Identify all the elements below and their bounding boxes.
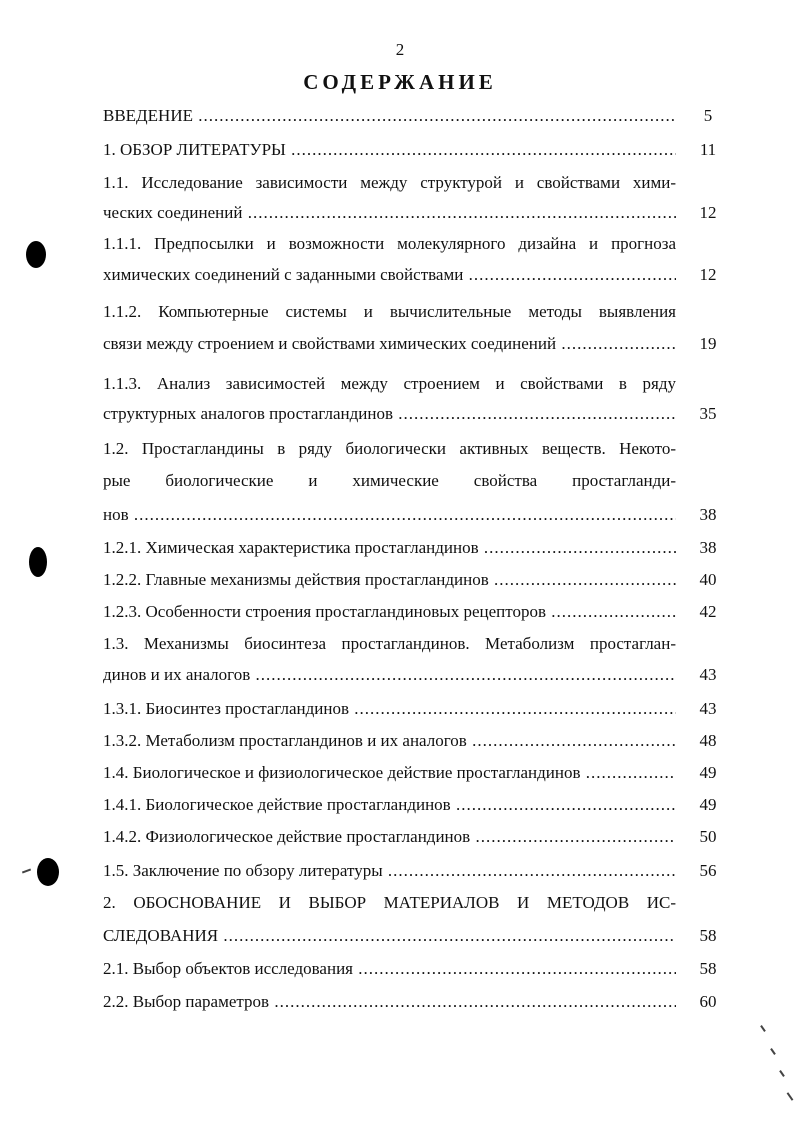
toc-entry-line <box>103 991 676 1013</box>
toc-page-number: 38 <box>699 538 717 557</box>
toc-entry-text: 1.3.2. Метаболизм простагландинов и их аналогов ..... <box>103 731 676 750</box>
toc-page-number: 35 <box>699 404 717 423</box>
toc-page-number: 43 <box>699 665 717 684</box>
toc-entry-line <box>103 892 676 914</box>
toc-page-number: 58 <box>699 926 717 945</box>
toc-page-number: 49 <box>699 795 717 814</box>
toc-entry-line <box>103 762 676 784</box>
toc-entry-line <box>103 172 676 194</box>
toc-page-number: 38 <box>699 505 717 524</box>
toc-page-number: 42 <box>699 602 717 621</box>
punch-hole-top <box>26 241 46 268</box>
toc-entry-text: 1.1.2. Компьютерные системы и вычислительные методы выявления <box>103 302 676 321</box>
toc-entry-text: 1.4.2. Физиологическое действие простагландинов ..... <box>103 827 676 846</box>
toc-entry-line <box>103 633 676 655</box>
toc-entry-text: 1.2.1. Химическая характеристика простагландинов ..... <box>103 538 676 557</box>
toc-entry-text: 1.1. Исследование зависимости между структурой и свойствами хими- <box>103 173 676 192</box>
toc-page-number: 5 <box>703 106 713 125</box>
toc-page-number: 43 <box>699 699 717 718</box>
toc-entry-text: 2. ОБОСНОВАНИЕ И ВЫБОР МАТЕРИАЛОВ И МЕТОДОВ ИС- <box>103 893 676 912</box>
toc-entry-text: 2.2. Выбор параметров ..... <box>103 992 676 1011</box>
toc-entry-line <box>103 601 676 623</box>
toc-entry-line <box>103 569 676 591</box>
toc-entry-line <box>103 202 676 224</box>
toc-entry-text: 1.4.1. Биологическое действие простагландинов ..... <box>103 795 676 814</box>
toc-entry-text: структурных аналогов простагландинов ..... <box>103 404 676 423</box>
toc-entry-text: 1.2.2. Главные механизмы действия простагландинов ..... <box>103 570 676 589</box>
toc-page-number: 40 <box>699 570 717 589</box>
toc-entry-text: химических соединений с заданными свойствами ..... <box>103 265 676 284</box>
punch-hole-middle <box>29 547 47 577</box>
toc-entry-line <box>103 264 676 286</box>
toc-page-number: 12 <box>699 203 717 222</box>
toc-entry-line <box>103 860 676 882</box>
toc-page-number: 19 <box>699 334 717 353</box>
toc-entry-line <box>103 925 676 947</box>
toc-entry-text: 1.5. Заключение по обзору литературы ..... <box>103 861 676 880</box>
toc-entry-text: 1.1.1. Предпосылки и возможности молекулярного дизайна и прогноза <box>103 234 676 253</box>
toc-entry-text: динов и их аналогов ..... <box>103 665 676 684</box>
toc-page-number: 60 <box>699 992 717 1011</box>
toc-entry-line <box>103 664 676 686</box>
toc-page-number: 56 <box>699 861 717 880</box>
toc-entry-line <box>103 233 676 255</box>
toc-entry-line <box>103 698 676 720</box>
toc-entry-line <box>103 730 676 752</box>
toc-page-number: 12 <box>699 265 717 284</box>
toc-entry-line <box>103 504 676 526</box>
toc-entry-text: 1.4. Биологическое и физиологическое действие простагландинов ..... <box>103 763 676 782</box>
toc-entry-line <box>103 958 676 980</box>
toc-entry-line <box>103 826 676 848</box>
toc-entry-line <box>103 794 676 816</box>
toc-entry-text: ческих соединений ..... <box>103 203 676 222</box>
toc-entry-line <box>103 373 676 395</box>
toc-entry-line <box>103 333 676 355</box>
toc-entry-line <box>103 139 676 161</box>
toc-page-number: 11 <box>699 140 717 159</box>
toc-entry-line <box>103 537 676 559</box>
toc-page-number: 48 <box>699 731 717 750</box>
toc-entry-text: нов ..... <box>103 505 676 524</box>
toc-entry-text: ВВЕДЕНИЕ ..... <box>103 106 676 125</box>
toc-entry-text: СЛЕДОВАНИЯ ..... <box>103 926 676 945</box>
toc-page-number: 58 <box>699 959 717 978</box>
toc-entry-text: 2.1. Выбор объектов исследования ..... <box>103 959 676 978</box>
toc-entry-text: связи между строением и свойствами химических соединений ..... <box>103 334 676 353</box>
toc-entry-line <box>103 403 676 425</box>
toc-entry-text: 1.2.3. Особенности строения простагландиновых рецепторов ..... <box>103 602 676 621</box>
toc-entry-text: 1.3. Механизмы биосинтеза простагландинов. Метаболизм простаглан- <box>103 634 676 653</box>
punch-hole-bottom <box>37 858 59 886</box>
toc-page-number: 49 <box>699 763 717 782</box>
toc-entry-line <box>103 438 676 460</box>
toc-entry-text: 1.2. Простагландины в ряду биологически активных веществ. Некото- <box>103 439 676 458</box>
toc-entry-text: 1.1.3. Анализ зависимостей между строением и свойствами в ряду <box>103 374 676 393</box>
toc-entry-text: 1.3.1. Биосинтез простагландинов ..... <box>103 699 676 718</box>
toc-entry-text: рые биологические и химические свойства простагланди- <box>103 471 676 490</box>
page-title: СОДЕРЖАНИЕ <box>303 70 497 94</box>
toc-entry-line <box>103 470 676 492</box>
toc-entry-line <box>103 105 676 127</box>
toc-entry-text: 1. ОБЗОР ЛИТЕРАТУРЫ ..... <box>103 140 676 159</box>
page-number: 2 <box>395 40 405 59</box>
toc-page-number: 50 <box>699 827 717 846</box>
toc-entry-line <box>103 301 676 323</box>
